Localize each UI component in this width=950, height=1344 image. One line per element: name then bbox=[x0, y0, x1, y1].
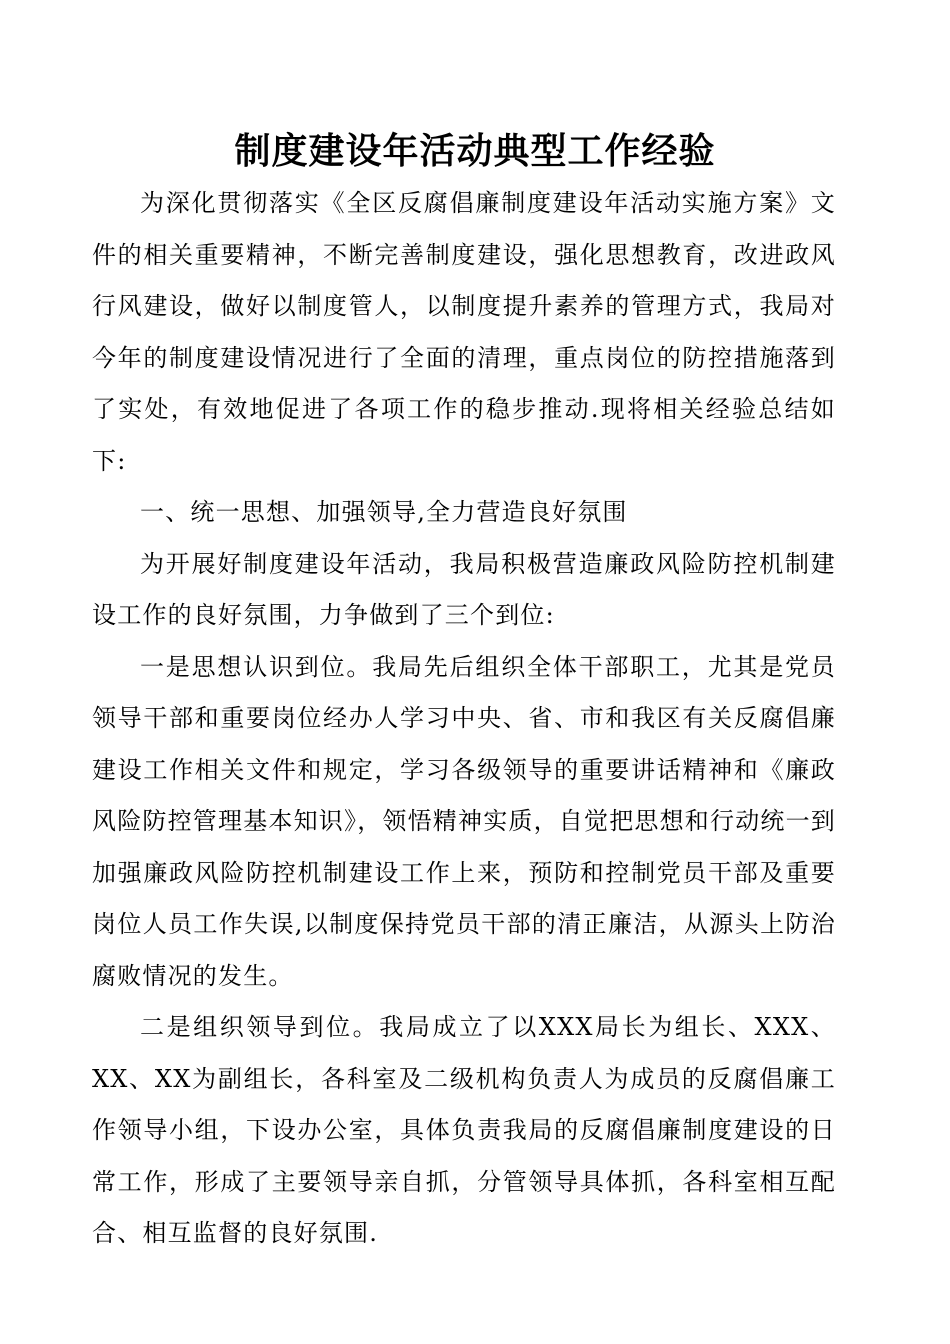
document-body bbox=[92, 178, 836, 1260]
point-one-paragraph: 一是思想认识到位。我局先后组织全体干部职工，尤其是党员领导干部和重要岗位经办人学习中央、省、市和我区有关反腐倡廉建设工作相关文件和规定，学习各级领导的重要讲话精神和《廉政风险防控管理基本知识》，领悟精神实质，自觉把思想和行动统一到加强廉政风险防控机制建设工作上来，预防和控制党员干部及重要岗位人员工作失误,以制度保持党员干部的清正廉洁，从源头上防治腐败情况的发生。 bbox=[92, 652, 836, 990]
section-intro-paragraph: 为开展好制度建设年活动，我局积极营造廉政风险防控机制建设工作的良好氛围，力争做到了三个到位: bbox=[92, 549, 836, 629]
section-heading: 一、统一思想、加强领导,全力营造良好氛围 bbox=[140, 498, 628, 526]
point-two-paragraph: 二是组织领导到位。我局成立了以XXX局长为组长、XXX、XX、XX为副组长，各科室及二级机构负责人为成员的反腐倡廉工作领导小组，下设办公室，具体负责我局的反腐倡廉制度建设的日常工作，形成了主要领导亲自抓，分管领导具体抓，各科室相互配合、相互监督的良好氛围. bbox=[92, 1013, 836, 1247]
intro-paragraph: 为深化贯彻落实《全区反腐倡廉制度建设年活动实施方案》文件的相关重要精神，不断完善制度建设，强化思想教育，改进政风行风建设，做好以制度管人，以制度提升素养的管理方式，我局对今年的制度建设情况进行了全面的清理，重点岗位的防控措施落到了实处，有效地促进了各项工作的稳步推动.现将相关经验总结如下: bbox=[92, 189, 836, 475]
document-title: 制度建设年活动典型工作经验 bbox=[234, 131, 716, 172]
